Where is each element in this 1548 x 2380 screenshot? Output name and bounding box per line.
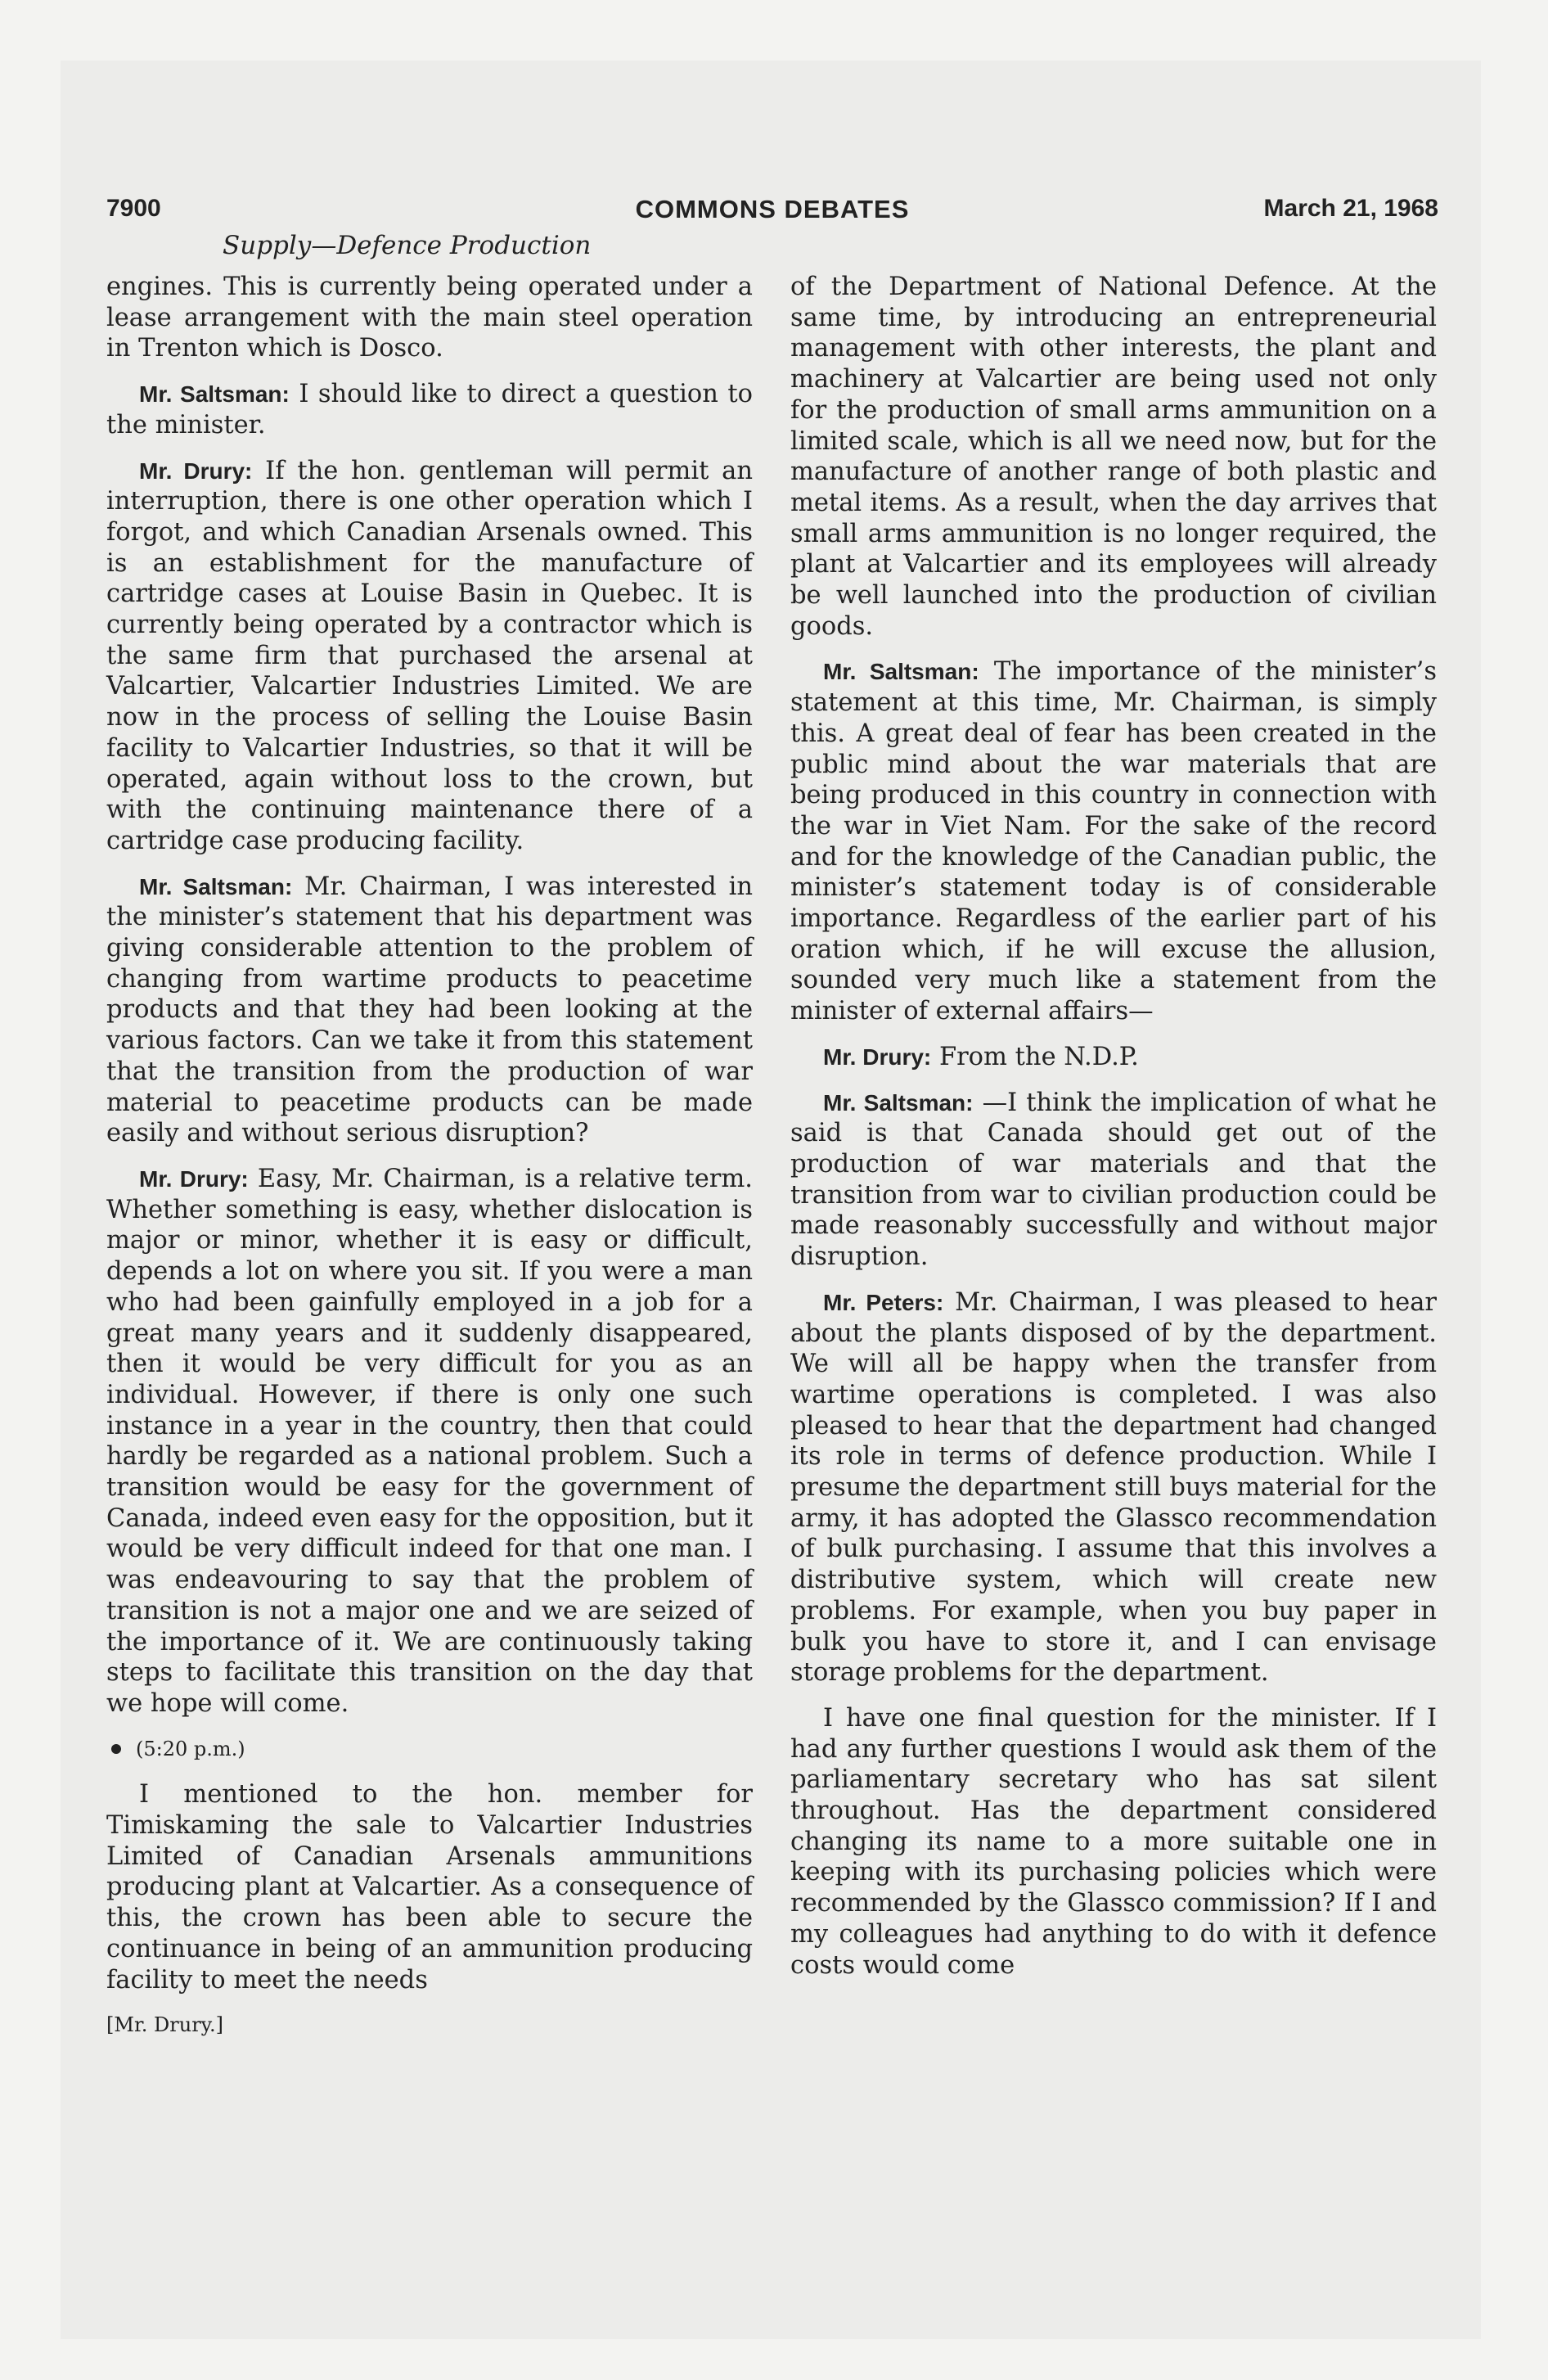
- time-stamp: [106, 1734, 753, 1765]
- bullet-icon: [111, 1744, 121, 1754]
- speech-text: I should like to direct a question to the minister.: [106, 380, 753, 439]
- paragraph: engines. This is currently being operated under a lease arrangement with the main steel operation in Trenton which is Dosco.: [106, 273, 753, 363]
- paragraph: I mentioned to the hon. member for Timiskaming the sale to Valcartier Industries Limited of Canadian Arsenals ammunitions producing plant at Valcartier. As a consequence of this, the crown has been able to secure the continuance in being of an ammunition producing facility to meet the needs: [106, 1780, 753, 1995]
- paragraph: [106, 1164, 753, 1720]
- speech-text: If the hon. gentleman will permit an interruption, there is one other operation which I forgot, and which Canadian Arsenals owned. This is an establishment for the manufacture of cartridge cases at Louise Basin in Quebec. It is currently being operated by a contractor which is the same firm that purchased the arsenal at Valcartier, Valcartier Industries Limited. We are now in the process of selling the Louise Basin facility to Valcartier Industries, so that it will be operated, again without loss to the crown, but with the continuing maintenance there of a cartridge case producing facility.: [106, 456, 754, 855]
- page-number: 7900: [106, 195, 161, 222]
- speech-text: —I think the implication of what he said is that Canada should get out of the production of war materials and that the transition from war to civilian production could be made reasonably successfully and without major disruption.: [790, 1088, 1437, 1272]
- paragraph: [790, 656, 1437, 1026]
- speech-text: Mr. Chairman, I was pleased to hear about the plants disposed of by the department. We will all be happy when the transfer from wartime operations is completed. I was also pleased to hear that the department had changed its role in terms of defence production. While I presume the department still buys material for the army, it has adopted the Glassco recommendation of bulk purchasing. I assume that this involves a distributive system, which will create new problems. For example, when you buy paper in bulk you have to store it, and I can envisage storage problems for the department.: [790, 1287, 1437, 1688]
- paragraph: [106, 379, 753, 440]
- paragraph: [106, 456, 753, 857]
- paragraph: of the Department of National Defence. At the same time, by introducing an entrepreneurial management with other interests, the plant and machinery at Valcartier are being used not only for the production of small arms ammunition on a limited scale, which is all we need now, but for the manufacture of another range of both plastic and metal items. As a result, when the day arrives that small arms ammunition is no longer required, the plant at Valcartier and its employees will already be well launched into the production of civilian goods.: [790, 273, 1437, 641]
- publication-title: COMMONS DEBATES: [635, 195, 910, 223]
- speaker-name: Mr. Saltsman:: [823, 1089, 974, 1116]
- paragraph: [790, 1042, 1437, 1073]
- paragraph: I have one final question for the minister. If I had any further questions I would ask them of the parliamentary secretary who has sat silent throughout. Has the department considered changing its name to a more suitable one in keeping with its purchasing policies which were recommended by the Glassco commission? If I and my colleagues had anything to do with it defence costs would come: [790, 1703, 1437, 1980]
- speaker-name: Mr. Drury:: [823, 1044, 932, 1070]
- speaker-name: Mr. Drury:: [139, 1165, 249, 1192]
- speech-text: Easy, Mr. Chairman, is a relative term. Whether something is easy, whether dislocation is major or minor, whether it is easy or difficult, depends a lot on where you sit. If you were a man who had been gainfully employed in a job for a great many years and it suddenly disappeared, then it would be very difficult for you as an individual. However, if there is only one such instance in a year in the country, then that could hardly be regarded as a national problem. Such a transition would be easy for the government of Canada, indeed even easy for the opposition, but it would be very difficult indeed for that one man. I was endeavouring to say that the problem of transition is not a major one and we are seized of the importance of it. We are continuously taking steps to facilitate this transition on the day that we hope will come.: [106, 1164, 754, 1718]
- speaker-name: Mr. Saltsman:: [823, 659, 979, 685]
- right-column: [790, 272, 1437, 1995]
- speech-text: From the N.D.P.: [931, 1042, 1139, 1071]
- header-date: March 21, 1968: [1263, 195, 1438, 222]
- speaker-name: Mr. Saltsman:: [139, 873, 293, 899]
- speaker-name: Mr. Drury:: [139, 458, 253, 484]
- speaker-name: Mr. Saltsman:: [139, 381, 290, 408]
- paragraph: [790, 1088, 1437, 1273]
- section-heading: Supply—Defence Production: [223, 231, 592, 260]
- speech-text: The importance of the minister’s statement at this time, Mr. Chairman, is simply this. A great deal of fear has been created in the public mind about the war materials that are being produced in this country in connection with the war in Viet Nam. For the sake of the record and for the knowledge of the Canadian public, the minister’s statement today is of considerable importance. Regardless of the earlier part of his oration which, if he will excuse the allusion, sounded very much like a statement from the minister of external affairs—: [790, 657, 1437, 1026]
- running-header: [106, 195, 1438, 232]
- left-column: [106, 272, 753, 2041]
- speaker-footer: [Mr. Drury.]: [106, 2013, 224, 2037]
- paragraph: [790, 1287, 1437, 1688]
- speech-text: Mr. Chairman, I was interested in the minister’s statement that his department was giving considerable attention to the problem of changing from wartime products to peacetime products and that they had been looking at the various factors. Can we take it from this statement that the transition from the production of war material to peacetime products can be made easily and without serious disruption?: [106, 872, 753, 1148]
- paragraph: [106, 872, 753, 1149]
- time-text: (5:20 p.m.): [136, 1737, 245, 1760]
- speaker-name: Mr. Peters:: [823, 1289, 944, 1315]
